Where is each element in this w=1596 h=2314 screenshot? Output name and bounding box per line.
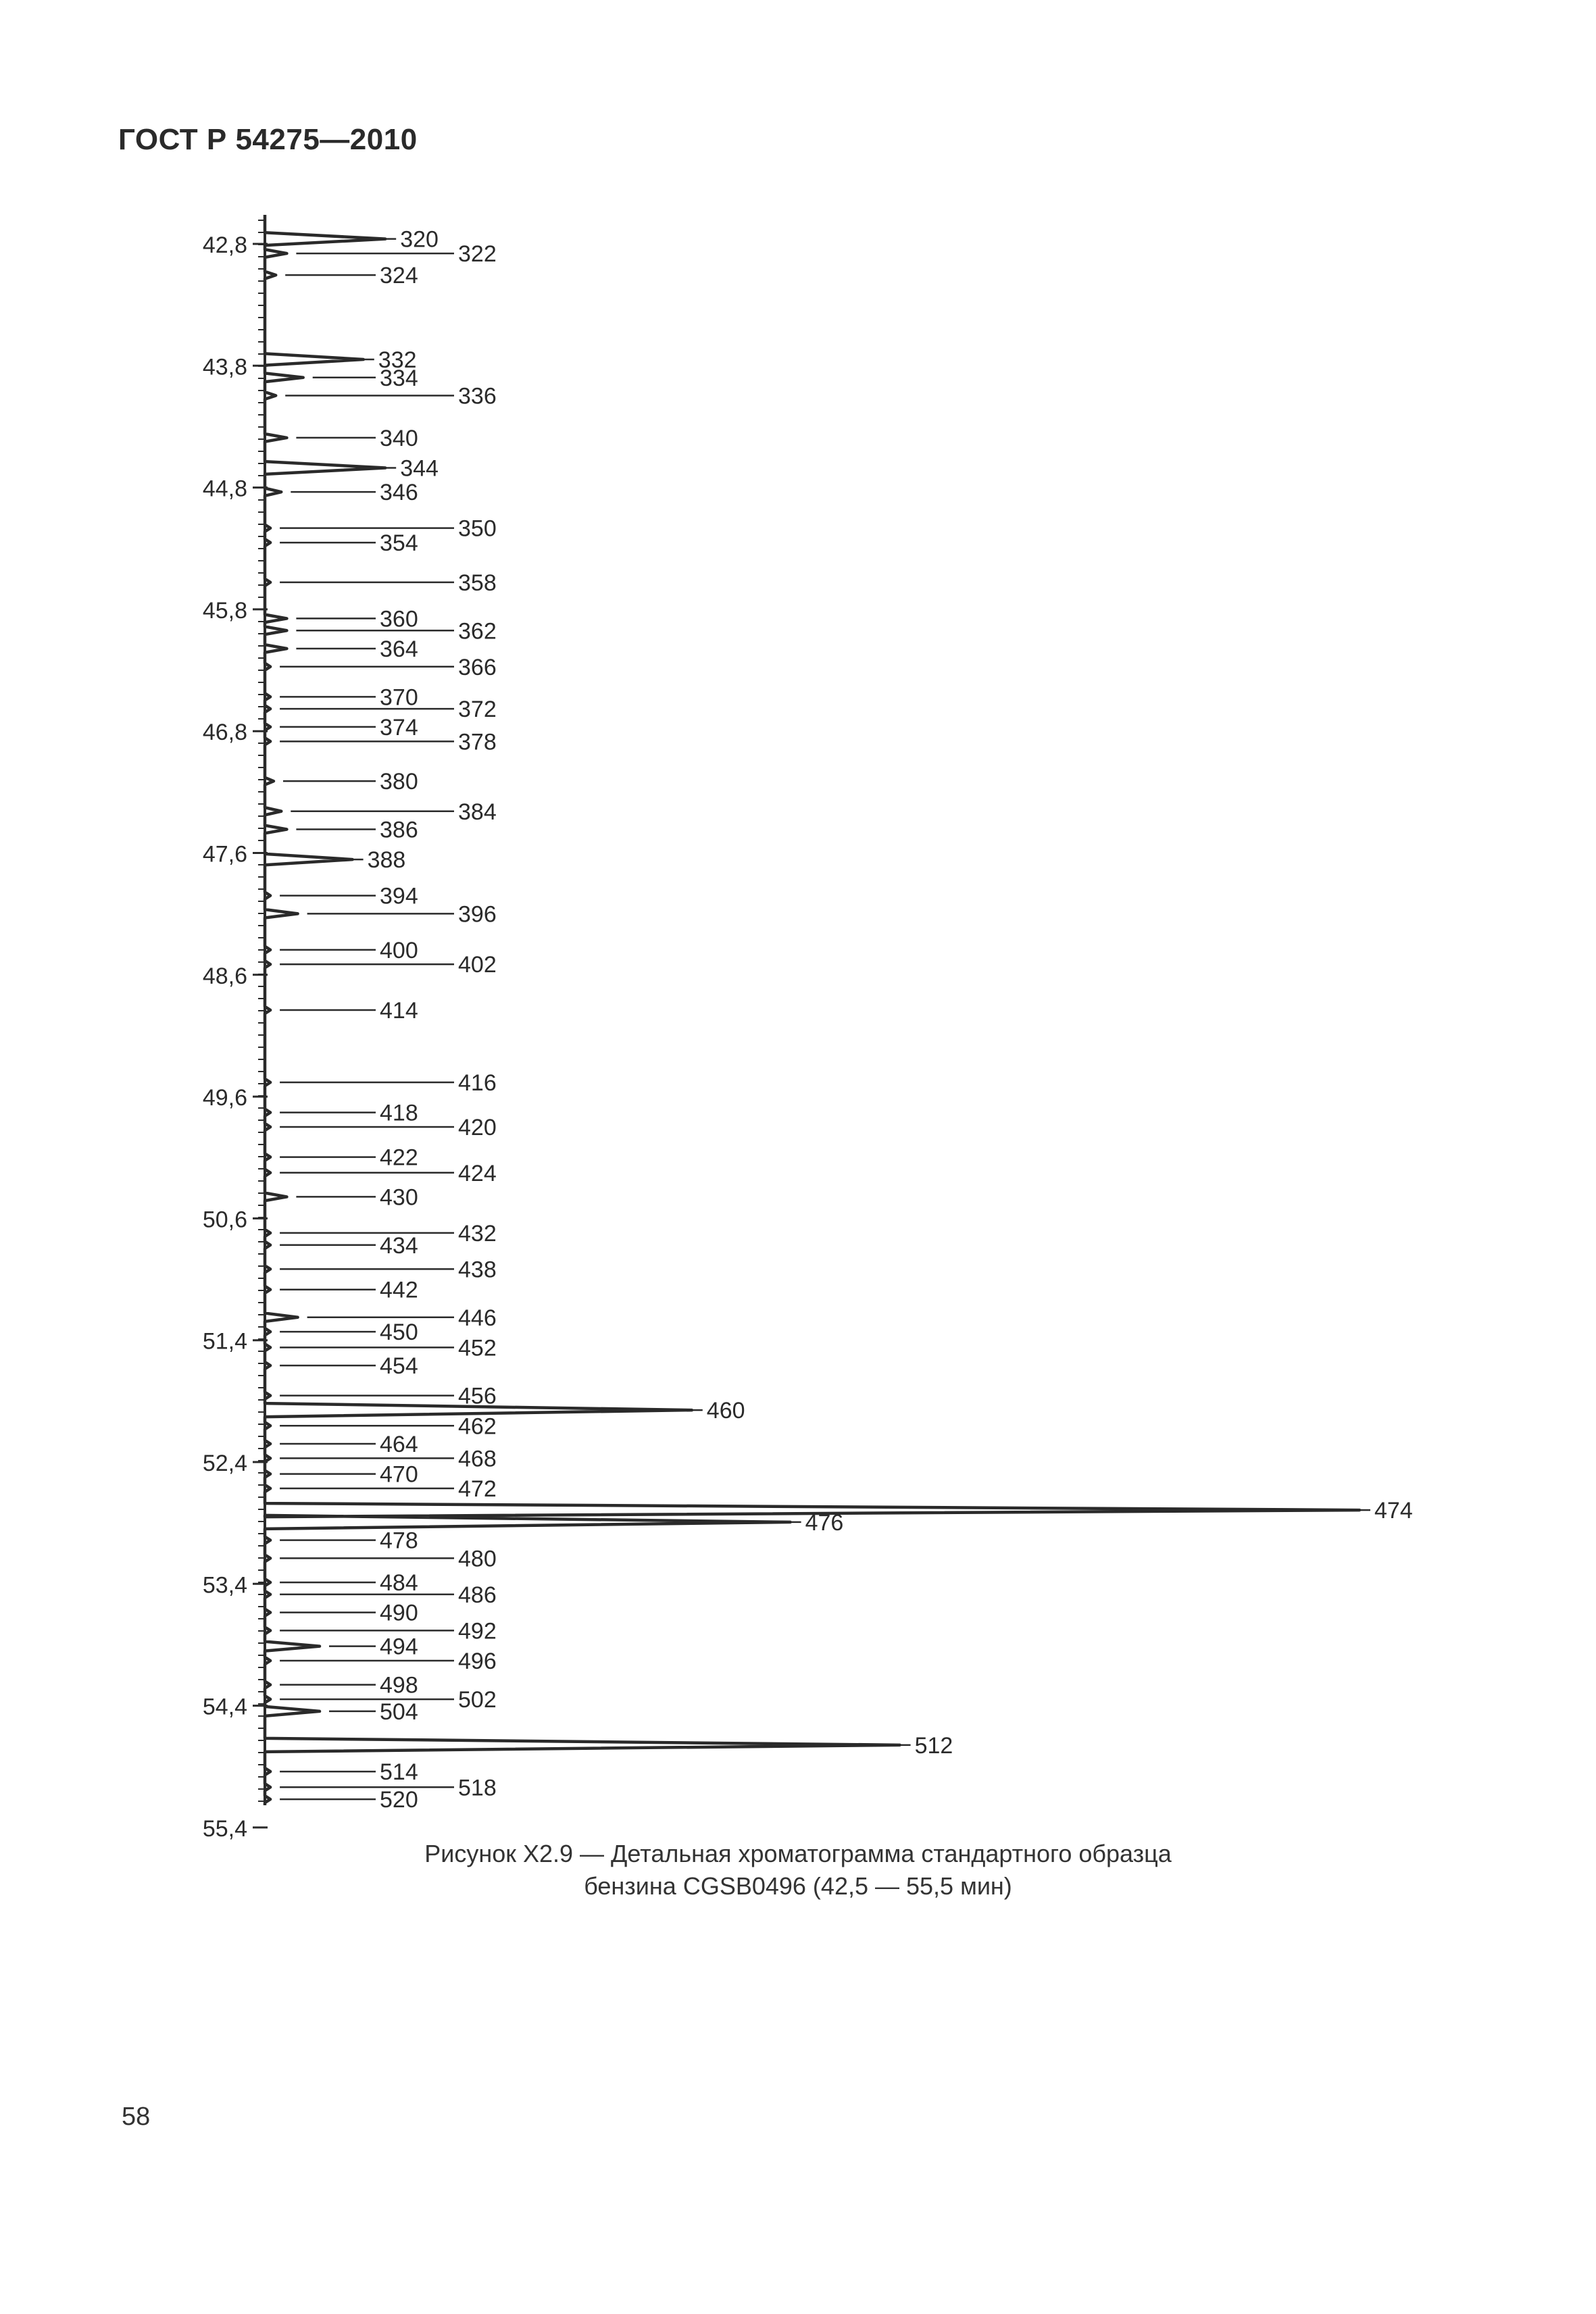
peak-label: 366 <box>458 654 497 680</box>
peak-label: 360 <box>380 606 418 632</box>
time-axis <box>203 215 268 1842</box>
peak-label: 504 <box>380 1699 418 1725</box>
axis-tick-label: 48,6 <box>202 963 247 989</box>
peak-label: 378 <box>458 729 497 755</box>
peak-label: 442 <box>380 1277 418 1303</box>
axis-tick-label: 45,8 <box>202 597 247 624</box>
peak-label: 450 <box>380 1319 418 1346</box>
peak-label: 518 <box>458 1775 497 1801</box>
peak-label: 320 <box>400 226 439 253</box>
peak-label: 396 <box>458 901 497 928</box>
peak-label: 346 <box>380 480 418 506</box>
axis-tick-label: 43,8 <box>202 354 247 380</box>
document-header: ГОСТ Р 54275—2010 <box>118 123 418 156</box>
axis-tick-label: 53,4 <box>202 1572 247 1599</box>
peak-label: 350 <box>458 515 497 542</box>
peak-label: 454 <box>380 1353 418 1380</box>
figure-caption-line-1: Рисунок X2.9 — Детальная хроматограмма стандартного образца <box>424 1840 1172 1867</box>
axis-tick-label: 50,6 <box>202 1207 247 1233</box>
peak-label: 438 <box>458 1257 497 1283</box>
peak-label: 478 <box>380 1528 418 1554</box>
peak-label: 344 <box>400 455 439 482</box>
peak-label: 336 <box>458 383 497 409</box>
axis-tick-label: 54,4 <box>202 1694 247 1720</box>
peak-label: 380 <box>380 769 418 795</box>
peak-label: 476 <box>805 1509 844 1536</box>
peak-label: 496 <box>458 1649 497 1674</box>
peak-label: 520 <box>380 1787 418 1813</box>
peak-label: 472 <box>458 1476 497 1502</box>
axis-tick-label: 47,6 <box>202 841 247 867</box>
peak-label: 452 <box>458 1335 497 1361</box>
peak-label: 490 <box>380 1600 418 1626</box>
peak-label: 480 <box>458 1546 497 1572</box>
peak-label: 502 <box>458 1687 497 1713</box>
peak-label: 332 <box>378 347 417 373</box>
peak-label: 462 <box>458 1413 497 1440</box>
peak-label: 434 <box>380 1232 418 1259</box>
axis-tick-label: 51,4 <box>202 1328 247 1355</box>
peak-label: 414 <box>380 998 418 1024</box>
peak-label: 354 <box>380 530 418 557</box>
peak-label: 420 <box>458 1114 497 1140</box>
peak-label: 456 <box>458 1383 497 1409</box>
peak-label: 362 <box>458 618 497 645</box>
peak-label: 388 <box>367 847 406 874</box>
peak-label: 494 <box>380 1634 418 1660</box>
peak-label: 514 <box>380 1759 418 1786</box>
peak-label: 374 <box>380 714 418 740</box>
peak-label: 486 <box>458 1582 497 1608</box>
peak-label: 384 <box>458 799 497 825</box>
peak-label: 394 <box>380 883 418 909</box>
peak-label: 446 <box>458 1305 497 1331</box>
peak-label: 358 <box>458 570 497 596</box>
axis-tick-label: 55,4 <box>202 1815 247 1842</box>
peak-label: 416 <box>458 1070 497 1096</box>
peak-label: 402 <box>458 952 497 978</box>
peak-label: 460 <box>706 1398 745 1424</box>
axis-tick-label: 52,4 <box>202 1451 247 1476</box>
peak-label: 370 <box>380 684 418 711</box>
peak-label: 484 <box>380 1570 418 1596</box>
peak-label: 430 <box>380 1184 418 1211</box>
axis-tick-label: 46,8 <box>202 720 247 746</box>
peak-label: 322 <box>458 241 497 268</box>
axis-tick-label: 42,8 <box>202 232 247 258</box>
axis-tick-label: 49,6 <box>202 1085 247 1111</box>
peak-label: 364 <box>380 636 418 662</box>
peak-label: 468 <box>458 1446 497 1472</box>
peak-label: 418 <box>380 1100 418 1126</box>
peak-label: 424 <box>458 1160 497 1186</box>
peak-label: 386 <box>380 817 418 843</box>
peak-labels <box>368 227 1413 1813</box>
peak-label: 464 <box>380 1432 418 1457</box>
peak-label: 432 <box>458 1220 497 1247</box>
peak-leader-lines <box>280 239 1370 1799</box>
peak-label: 334 <box>380 365 418 391</box>
figure-caption-line-2: бензина CGSB0496 (42,5 — 55,5 мин) <box>584 1872 1012 1900</box>
chromatogram-trace <box>265 215 1360 1805</box>
peak-label: 372 <box>458 697 497 723</box>
page-number: 58 <box>122 2103 151 2131</box>
peak-label: 400 <box>380 937 418 963</box>
peak-label: 340 <box>380 425 418 451</box>
peak-label: 498 <box>380 1672 418 1699</box>
peak-label: 492 <box>458 1618 497 1644</box>
figure-caption <box>0 1838 1596 1903</box>
axis-tick-label: 44,8 <box>202 476 247 502</box>
peak-label: 324 <box>380 263 418 289</box>
peak-label: 512 <box>914 1732 953 1759</box>
peak-label: 422 <box>380 1145 418 1171</box>
peak-label: 474 <box>1374 1498 1413 1524</box>
peak-label: 470 <box>380 1461 418 1488</box>
